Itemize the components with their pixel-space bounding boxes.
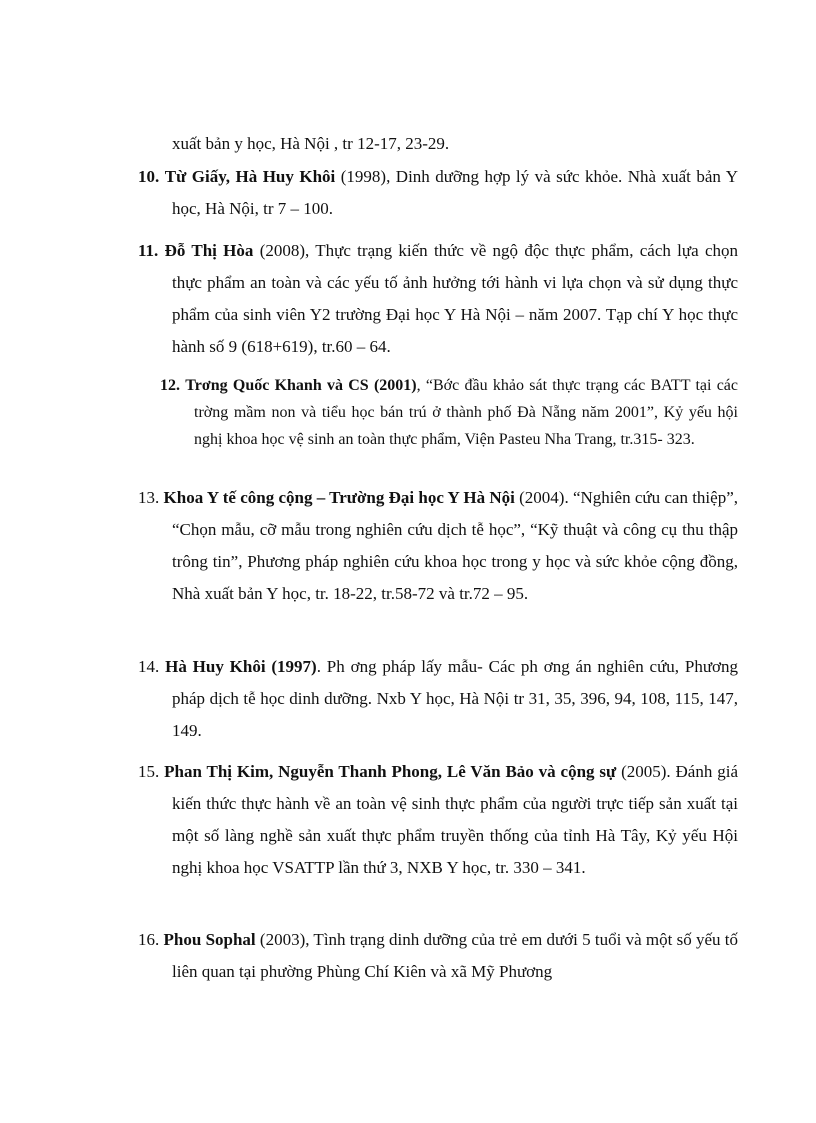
reference-text: , “Bớc đầu khảo sát thực trạng các BATT tại các trờng mầm non và tiểu học bán trú ở thành phố Đà Nẵng năm 2001”, Kỷ yếu hội nghị khoa học vệ sinh an toàn thực phẩm, Viện Pasteu Nha Trang, tr.315- 323. bbox=[194, 377, 739, 448]
reference-continuation: xuất bản y học, Hà Nội , tr 12-17, 23-29. bbox=[172, 134, 450, 153]
reference-authors: Trơng Quốc Khanh và CS (2001) bbox=[185, 377, 417, 394]
reference-text: (2005). Đánh giá kiến thức thực hành về an toàn vệ sinh thực phẩm của người trực tiếp sản xuất tại một số làng nghề sản xuất thực phẩm truyền thống của tỉnh Hà Tây, Kỷ yếu Hội nghị khoa học VSATTP lần thứ 3, NXB Y học, tr. 330 – 341. bbox=[172, 762, 738, 877]
reference-authors: Khoa Y tế công cộng – Trường Đại học Y Hà Nội bbox=[163, 488, 515, 507]
reference-text: (2004). “Nghiên cứu can thiệp”, “Chọn mẫu, cỡ mẫu trong nghiên cứu dịch tễ học”, “Kỹ thuật và công cụ thu thập trông tin”, Phương pháp nghiên cứu khoa học trong y học và sức khỏe cộng đồng, Nhà xuất bản Y học, tr. 18-22, tr.58-72 và tr.72 – 95. bbox=[172, 488, 738, 603]
reference-item-10: 10. Từ Giấy, Hà Huy Khôi (1998), Dinh dưỡng hợp lý và sức khỏe. Nhà xuất bản Y học, Hà Nội, tr 7 – 100. bbox=[138, 167, 738, 218]
reference-authors: Phou Sophal bbox=[163, 930, 256, 949]
reference-authors: Hà Huy Khôi (1997) bbox=[165, 657, 317, 676]
reference-item-14: 14. Hà Huy Khôi (1997). Ph ơng pháp lấy mẫu- Các ph ơng án nghiên cứu, Phương pháp dịch tễ học dinh dưỡng. Nxb Y học, Hà Nội tr 31, 35, 396, 94, 108, 115, 147, 149. bbox=[138, 657, 739, 740]
reference-authors: Từ Giấy, Hà Huy Khôi bbox=[164, 167, 336, 186]
reference-text: (2008), Thực trạng kiến thức về ngộ độc thực phẩm, cách lựa chọn thực phẩm an toàn và các yếu tố ảnh hưởng tới hành vi lựa chọn và sử dụng thực phẩm của sinh viên Y2 trường Đại học Y Hà Nội – năm 2007. Tạp chí Y học thực hành số 9 (618+619), tr.60 – 64. bbox=[172, 241, 738, 356]
reference-authors: Đỗ Thị Hòa bbox=[164, 241, 254, 260]
reference-text: (2003), Tình trạng dinh dưỡng của trẻ em dưới 5 tuổi và một số yếu tố liên quan tại phường Phùng Chí Kiên và xã Mỹ Phương bbox=[172, 930, 738, 981]
reference-item-15: 15. Phan Thị Kim, Nguyễn Thanh Phong, Lê Văn Bảo và cộng sự (2005). Đánh giá kiến thức thực hành về an toàn vệ sinh thực phẩm của người trực tiếp sản xuất tại một số làng nghề sản xuất thực phẩm truyền thống của tỉnh Hà Tây, Kỷ yếu Hội nghị khoa học VSATTP lần thứ 3, NXB Y học, tr. 330 – 341. bbox=[138, 762, 738, 877]
reference-item-11: 11. Đỗ Thị Hòa (2008), Thực trạng kiến thức về ngộ độc thực phẩm, cách lựa chọn thực phẩm an toàn và các yếu tố ảnh hưởng tới hành vi lựa chọn và sử dụng thực phẩm của sinh viên Y2 trường Đại học Y Hà Nội – năm 2007. Tạp chí Y học thực hành số 9 (618+619), tr.60 – 64. bbox=[138, 241, 738, 356]
reference-item-13: 13. Khoa Y tế công cộng – Trường Đại học Y Hà Nội (2004). “Nghiên cứu can thiệp”, “Chọn mẫu, cỡ mẫu trong nghiên cứu dịch tễ học”, “Kỹ thuật và công cụ thu thập trông tin”, Phương pháp nghiên cứu khoa học trong y học và sức khỏe cộng đồng, Nhà xuất bản Y học, tr. 18-22, tr.58-72 và tr.72 – 95. bbox=[138, 488, 738, 603]
reference-item-16: 16. Phou Sophal (2003), Tình trạng dinh dưỡng của trẻ em dưới 5 tuổi và một số yếu tố liên quan tại phường Phùng Chí Kiên và xã Mỹ Phương bbox=[138, 930, 738, 981]
reference-text: . Ph ơng pháp lấy mẫu- Các ph ơng án nghiên cứu, Phương pháp dịch tễ học dinh dưỡng. Nxb Y học, Hà Nội tr 31, 35, 396, 94, 108, 115, 147, 149. bbox=[172, 657, 739, 740]
reference-text: (1998), Dinh dưỡng hợp lý và sức khỏe. Nhà xuất bản Y học, Hà Nội, tr 7 – 100. bbox=[172, 167, 738, 218]
reference-authors: Phan Thị Kim, Nguyễn Thanh Phong, Lê Văn Bảo và cộng sự bbox=[164, 762, 617, 781]
reference-item-12: 12. Trơng Quốc Khanh và CS (2001), “Bớc đầu khảo sát thực trạng các BATT tại các trờng mầm non và tiểu học bán trú ở thành phố Đà Nẵng năm 2001”, Kỷ yếu hội nghị khoa học vệ sinh an toàn thực phẩm, Viện Pasteu Nha Trang, tr.315- 323. bbox=[160, 377, 739, 448]
